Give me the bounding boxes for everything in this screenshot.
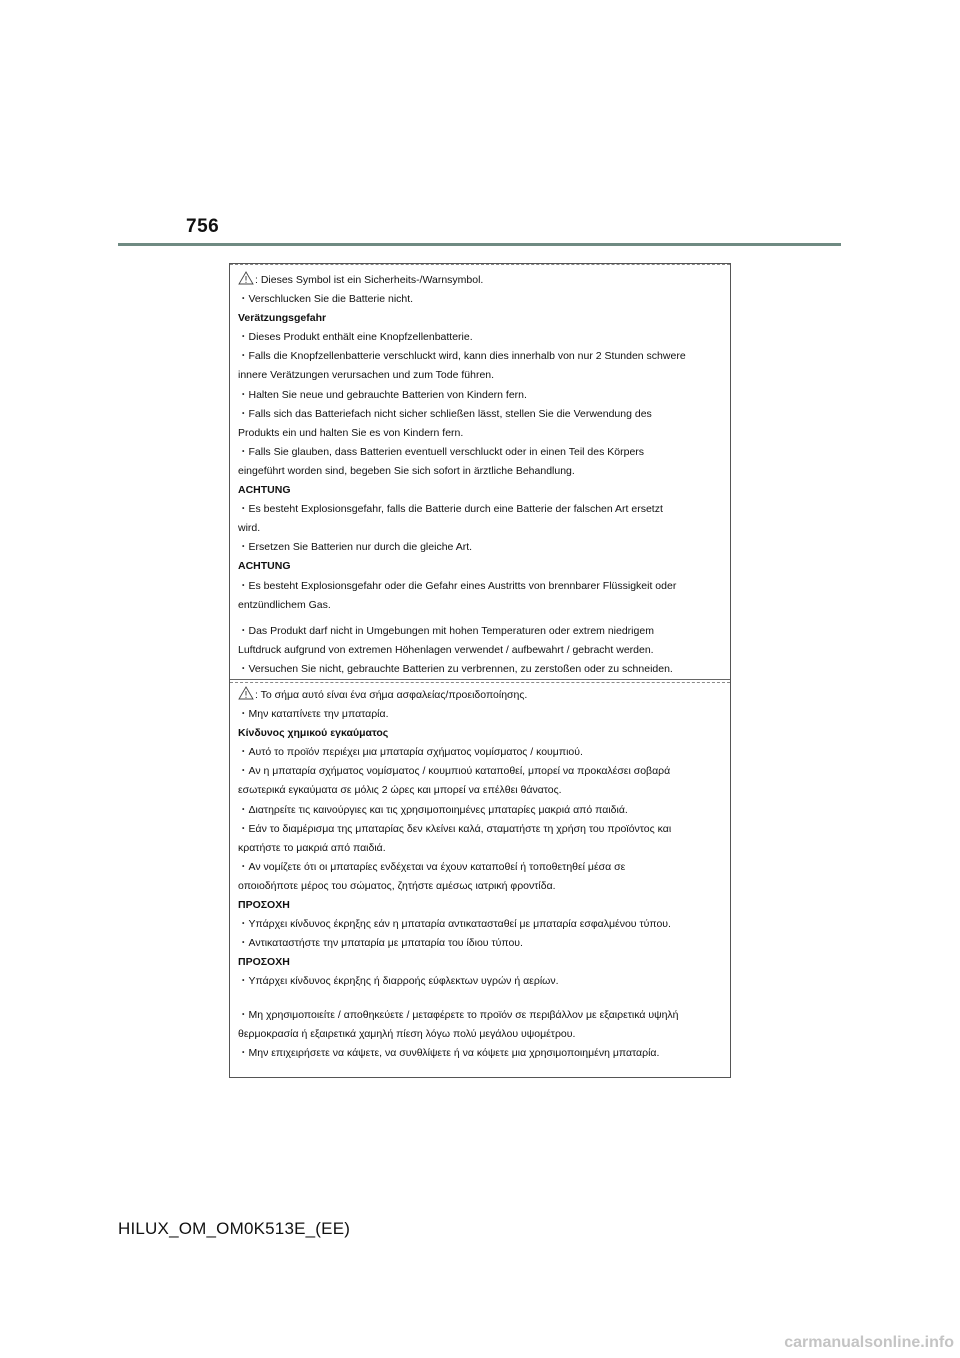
warning-triangle-icon xyxy=(238,686,254,700)
greek-symbol-line xyxy=(238,686,724,705)
greek-line: ・Εάν το διαμέρισμα της μπαταρίας δεν κλείνει καλά, σταματήστε τη χρήση του προϊόντος και xyxy=(238,822,672,835)
german-heading-corrosion: Verätzungsgefahr xyxy=(238,312,327,325)
greek-line: κρατήστε το μακριά από παιδιά. xyxy=(238,841,386,854)
page-number: 756 xyxy=(186,216,220,237)
german-line: entzündlichem Gas. xyxy=(238,598,331,611)
greek-line: ・Μη χρησιμοποιείτε / αποθηκεύετε / μεταφέρετε το προϊόν σε περιβάλλον με εξαιρετικά υψηλή xyxy=(238,1008,679,1021)
german-line: ・Falls die Knopfzellenbatterie verschluckt wird, kann dies innerhalb von nur 2 Stunden schwere xyxy=(238,350,686,363)
section-divider xyxy=(230,679,730,680)
german-line: ・Versuchen Sie nicht, gebrauchte Batterien zu verbrennen, zu zerstoßen oder zu schneiden. xyxy=(238,662,673,675)
german-heading-caution: ACHTUNG xyxy=(238,484,291,497)
greek-symbol-text: : Το σήμα αυτό είναι ένα σήμα ασφαλείας/προειδοποίησης. xyxy=(255,689,528,701)
german-line: ・Falls sich das Batteriefach nicht sicher schließen lässt, stellen Sie die Verwendung des xyxy=(238,407,652,420)
german-line: ・Dieses Produkt enthält eine Knopfzellenbatterie. xyxy=(238,331,473,344)
german-line: eingeführt worden sind, begeben Sie sich sofort in ärztliche Behandlung. xyxy=(238,464,575,477)
german-line: ・Verschlucken Sie die Batterie nicht. xyxy=(238,293,414,306)
german-line: ・Es besteht Explosionsgefahr, falls die Batterie durch eine Batterie der falschen Art ersetzt xyxy=(238,503,663,516)
greek-line: ・Αν νομίζετε ότι οι μπαταρίες ενδέχεται να έχουν καταποθεί ή τοποθετηθεί μέσα σε xyxy=(238,860,626,873)
greek-line: ・Αυτό το προϊόν περιέχει μια μπαταρία σχήματος νομίσματος / κουμπιού. xyxy=(238,746,583,759)
section-divider-dashed xyxy=(230,682,730,683)
greek-line: ・Υπάρχει κίνδυνος έκρηξης ή διαρροής εύφλεκτων υγρών ή αερίων. xyxy=(238,975,559,988)
greek-line: ・Διατηρείτε τις καινούργιες και τις χρησιμοποιημένες μπαταρίες μακριά από παιδιά. xyxy=(238,803,628,816)
greek-line: ・Μην επιχειρήσετε να κάψετε, να συνθλίψετε ή να κόψετε μια χρησιμοποιημένη μπαταρία. xyxy=(238,1046,660,1059)
german-symbol-text: : Dieses Symbol ist ein Sicherheits-/Warnsymbol. xyxy=(255,274,484,286)
greek-section xyxy=(238,686,724,1063)
german-line: wird. xyxy=(238,522,261,535)
german-heading-caution: ACHTUNG xyxy=(238,560,291,573)
greek-heading-chemical-burn: Κίνδυνος χημικού εγκαύματος xyxy=(238,727,389,740)
german-line: innere Verätzungen verursachen und zum Tode führen. xyxy=(238,369,495,382)
german-line: ・Das Produkt darf nicht in Umgebungen mit hohen Temperaturen oder extrem niedrigem xyxy=(238,624,654,637)
german-line: ・Es besteht Explosionsgefahr oder die Gefahr eines Austritts von brennbarer Flüssigkeit oder xyxy=(238,579,677,592)
warning-triangle-icon xyxy=(238,271,254,285)
watermark: carmanualsonline.info xyxy=(784,1334,954,1351)
box-top-dashed-line xyxy=(230,264,730,265)
greek-line: οποιοδήποτε μέρος του σώματος, ζητήστε αμέσως ιατρική φροντίδα. xyxy=(238,879,556,892)
battery-warning-box xyxy=(229,263,731,1078)
greek-line: εσωτερικά εγκαύματα σε μόλις 2 ώρες και μπορεί να επέλθει θάνατος. xyxy=(238,784,562,797)
german-symbol-line xyxy=(238,271,724,290)
greek-heading-caution: ΠΡΟΣΟΧΗ xyxy=(238,899,290,912)
footer-document-code: HILUX_OM_OM0K513E_(EE) xyxy=(118,1219,351,1238)
greek-line: ・Αν η μπαταρία σχήματος νομίσματος / κουμπιού καταποθεί, μπορεί να προκαλέσει σοβαρά xyxy=(238,765,671,778)
german-section xyxy=(238,271,724,679)
greek-line: ・Αντικαταστήστε την μπαταρία με μπαταρία του ίδιου τύπου. xyxy=(238,937,523,950)
german-line: ・Falls Sie glauben, dass Batterien eventuell verschluckt oder in einen Teil des Körpers xyxy=(238,445,645,458)
greek-line: ・Υπάρχει κίνδυνος έκρηξης εάν η μπαταρία αντικατασταθεί με μπαταρία εσφαλμένου τύπου. xyxy=(238,918,671,931)
german-line: Luftdruck aufgrund von extremen Höhenlagen verwendet / aufbewahrt / gebracht werden. xyxy=(238,643,654,656)
header-rule xyxy=(118,243,841,246)
german-line: ・Halten Sie neue und gebrauchte Batterien von Kindern fern. xyxy=(238,388,527,401)
greek-heading-caution: ΠΡΟΣΟΧΗ xyxy=(238,956,290,969)
greek-line: θερμοκρασία ή εξαιρετικά χαμηλή πίεση λόγω πολύ μεγάλου υψομέτρου. xyxy=(238,1027,576,1040)
greek-line: ・Μην καταπίνετε την μπαταρία. xyxy=(238,708,389,721)
german-line: Produkts ein und halten Sie es von Kindern fern. xyxy=(238,426,464,439)
german-line: ・Ersetzen Sie Batterien nur durch die gleiche Art. xyxy=(238,541,473,554)
